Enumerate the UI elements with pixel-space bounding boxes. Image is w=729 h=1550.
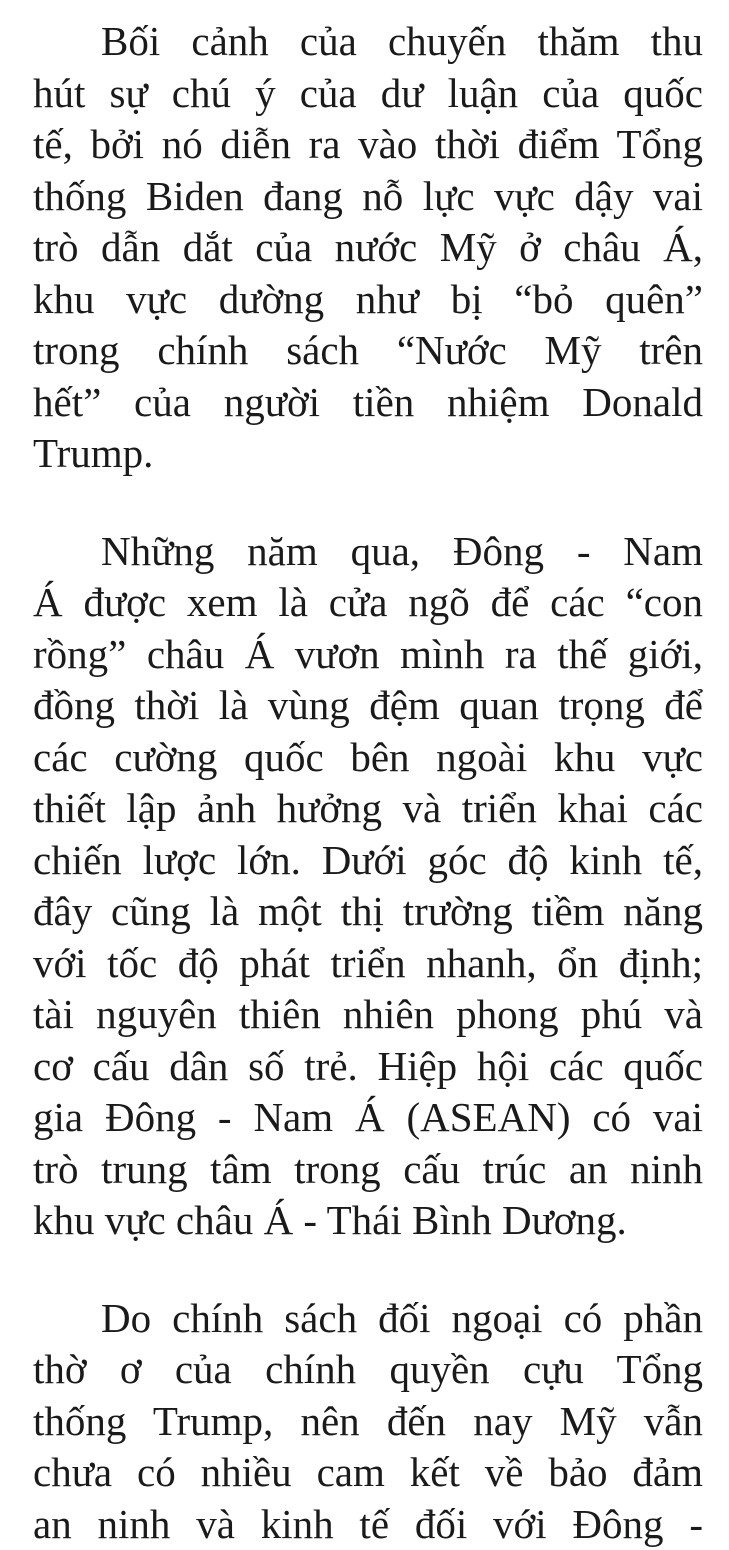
text-line: an ninh và kinh tế đối với Đông - [33,1499,703,1550]
text-line: trong chính sách “Nước Mỹ trên [33,325,703,377]
text-line: rồng” châu Á vươn mình ra thế giới, [33,629,703,681]
text-line: Trump. [33,428,703,480]
text-line: cơ cấu dân số trẻ. Hiệp hội các quốc [33,1041,703,1093]
text-line: gia Đông - Nam Á (ASEAN) có vai [33,1092,703,1144]
text-line: Những năm qua, Đông - Nam [33,526,703,578]
paragraph-2 [33,526,703,1247]
text-line: đây cũng là một thị trường tiềm năng [33,886,703,938]
text-line: thống Biden đang nỗ lực vực dậy vai [33,171,703,223]
text-line: Bối cảnh của chuyến thăm thu [33,16,703,68]
text-line: thiết lập ảnh hưởng và triển khai các [33,783,703,835]
text-line: khu vực châu Á - Thái Bình Dương. [33,1195,703,1247]
text-line: trò dẫn dắt của nước Mỹ ở châu Á, [33,222,703,274]
text-line: hút sự chú ý của dư luận của quốc [33,68,703,120]
text-line: chiến lược lớn. Dưới góc độ kinh tế, [33,835,703,887]
text-line: với tốc độ phát triển nhanh, ổn định; [33,938,703,990]
text-line: Á được xem là cửa ngõ để các “con [33,577,703,629]
text-line: tài nguyên thiên nhiên phong phú và [33,989,703,1041]
text-line: khu vực dường như bị “bỏ quên” [33,274,703,326]
text-line: thống Trump, nên đến nay Mỹ vẫn [33,1396,703,1448]
text-line: chưa có nhiều cam kết về bảo đảm [33,1447,703,1499]
text-line: các cường quốc bên ngoài khu vực [33,732,703,784]
text-line: đồng thời là vùng đệm quan trọng để [33,680,703,732]
paragraph-1 [33,16,703,480]
text-line: tế, bởi nó diễn ra vào thời điểm Tổng [33,119,703,171]
text-line: trò trung tâm trong cấu trúc an ninh [33,1144,703,1196]
text-line: hết” của người tiền nhiệm Donald [33,377,703,429]
paragraph-3 [33,1293,703,1550]
text-line: Do chính sách đối ngoại có phần [33,1293,703,1345]
text-line: thờ ơ của chính quyền cựu Tổng [33,1344,703,1396]
